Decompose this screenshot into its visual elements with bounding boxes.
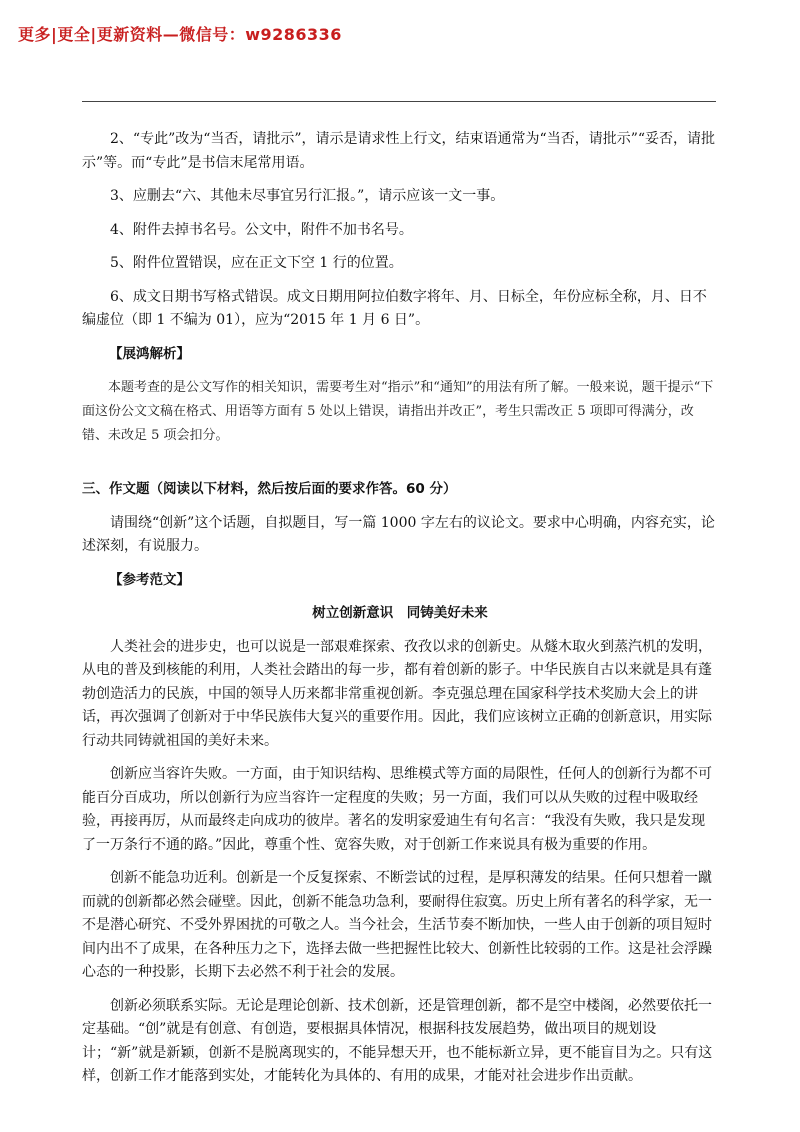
essay-paragraph: 人类社会的进步史，也可以说是一部艰难探索、孜孜以求的创新史。从燧木取火到蒸汽机的发明，从电的普及到核能的利用，人类社会踏出的每一步，都有着创新的影子。中华民族自古以来就是具有蓬勃创造活力的民族，中国的领导人历来都非常重视创新。李克强总理在国家科学技术奖励大会上的讲话，再次强调了创新对于中华民族伟大复兴的重要作用。因此，我们应该树立正确的创新意识，用实际行动共同铸就祖国的美好未来。 — [82, 638, 712, 749]
reference-heading: 【参考范文】 — [109, 571, 190, 588]
answer-item: 4、附件去掉书名号。公文中，附件不加书名号。 — [110, 221, 413, 238]
analysis-heading: 【展鸿解析】 — [109, 345, 190, 362]
section-title: 三、作文题（阅读以下材料，然后按后面的要求作答。60 分） — [82, 481, 457, 497]
header-divider — [82, 101, 716, 102]
answer-item: 2、“专此”改为“当否，请批示”，请示是请求性上行文，结束语通常为“当否，请批示”“妥否，请批示”等。而“专此”是书信末尾常用语。 — [82, 131, 716, 171]
essay-paragraph: 创新不能急功近利。创新是一个反复探索、不断尝试的过程，是厚积薄发的结果。任何只想着一蹴而就的创新都必然会碰壁。因此，创新不能急功急利，要耐得住寂寞。历史上所有著名的科学家，无一不是潜心研究、不受外界困扰的可敬之人。当今社会，生活节奏不断加快，一些人由于创新的项目短时间内出不了成果，在各种压力之下，选择去做一些把握性比较大、创新性比较弱的工作。这是社会浮躁心态的一种投影，长期下去必然不利于社会的发展。 — [82, 870, 712, 980]
document-body — [82, 128, 718, 1089]
answer-item: 5、附件位置错误，应在正文下空 1 行的位置。 — [110, 255, 403, 271]
banner-text: 更多|更全|更新资料—微信号：w9286336 — [18, 25, 342, 44]
essay-paragraph: 创新必须联系实际。无论是理论创新、技术创新，还是管理创新，都不是空中楼阁，必然要依托一定基础。“创”就是有创意、有创造，要根据具体情况，根据科技发展趋势，做出项目的规划设计；“新”就是新颖，创新不是脱离现实的，不能异想天开，也不能标新立异，更不能盲目为之。只有这样，创新工作才能落到实处，才能转化为具体的、有用的成果，才能对社会进步作出贡献。 — [82, 997, 713, 1084]
analysis-text: 本题考查的是公文写作的相关知识，需要考生对“指示”和“通知”的用法有所了解。一般来说，题干提示“下面这份公文文稿在格式、用语等方面有 5 处以上错误，请指出并改正”，考生只需改正 5 项即可得满分，改错、未改足 5 项会扣分。 — [82, 380, 714, 443]
essay-paragraph: 创新应当容许失败。一方面，由于知识结构、思维模式等方面的局限性，任何人的创新行为都不可能百分百成功，所以创新行为应当容许一定程度的失败；另一方面，我们可以从失败的过程中吸取经验，再接再厉，从而最终走向成功的彼岸。著名的发明家爱迪生有句名言：“我没有失败，我只是发现了一万条行不通的路。”因此，尊重个性、宽容失败，对于创新工作来说具有极为重要的作用。 — [82, 766, 712, 853]
prompt-text: 请围绕“创新”这个话题，自拟题目，写一篇 1000 字左右的议论文。要求中心明确，内容充实，论述深刻，有说服力。 — [82, 514, 715, 554]
essay-body — [82, 636, 718, 1089]
answer-item: 3、应删去“六、其他未尽事宜另行汇报。”，请示应该一文一事。 — [110, 188, 505, 204]
essay-title: 树立创新意识 同铸美好未来 — [312, 605, 488, 621]
answer-item: 6、成文日期书写格式错误。成文日期用阿拉伯数字将年、月、日标全，年份应标全称，月、日不编虚位（即 1 不编为 01），应为“2015 年 1 月 6 日”。 — [82, 288, 707, 328]
